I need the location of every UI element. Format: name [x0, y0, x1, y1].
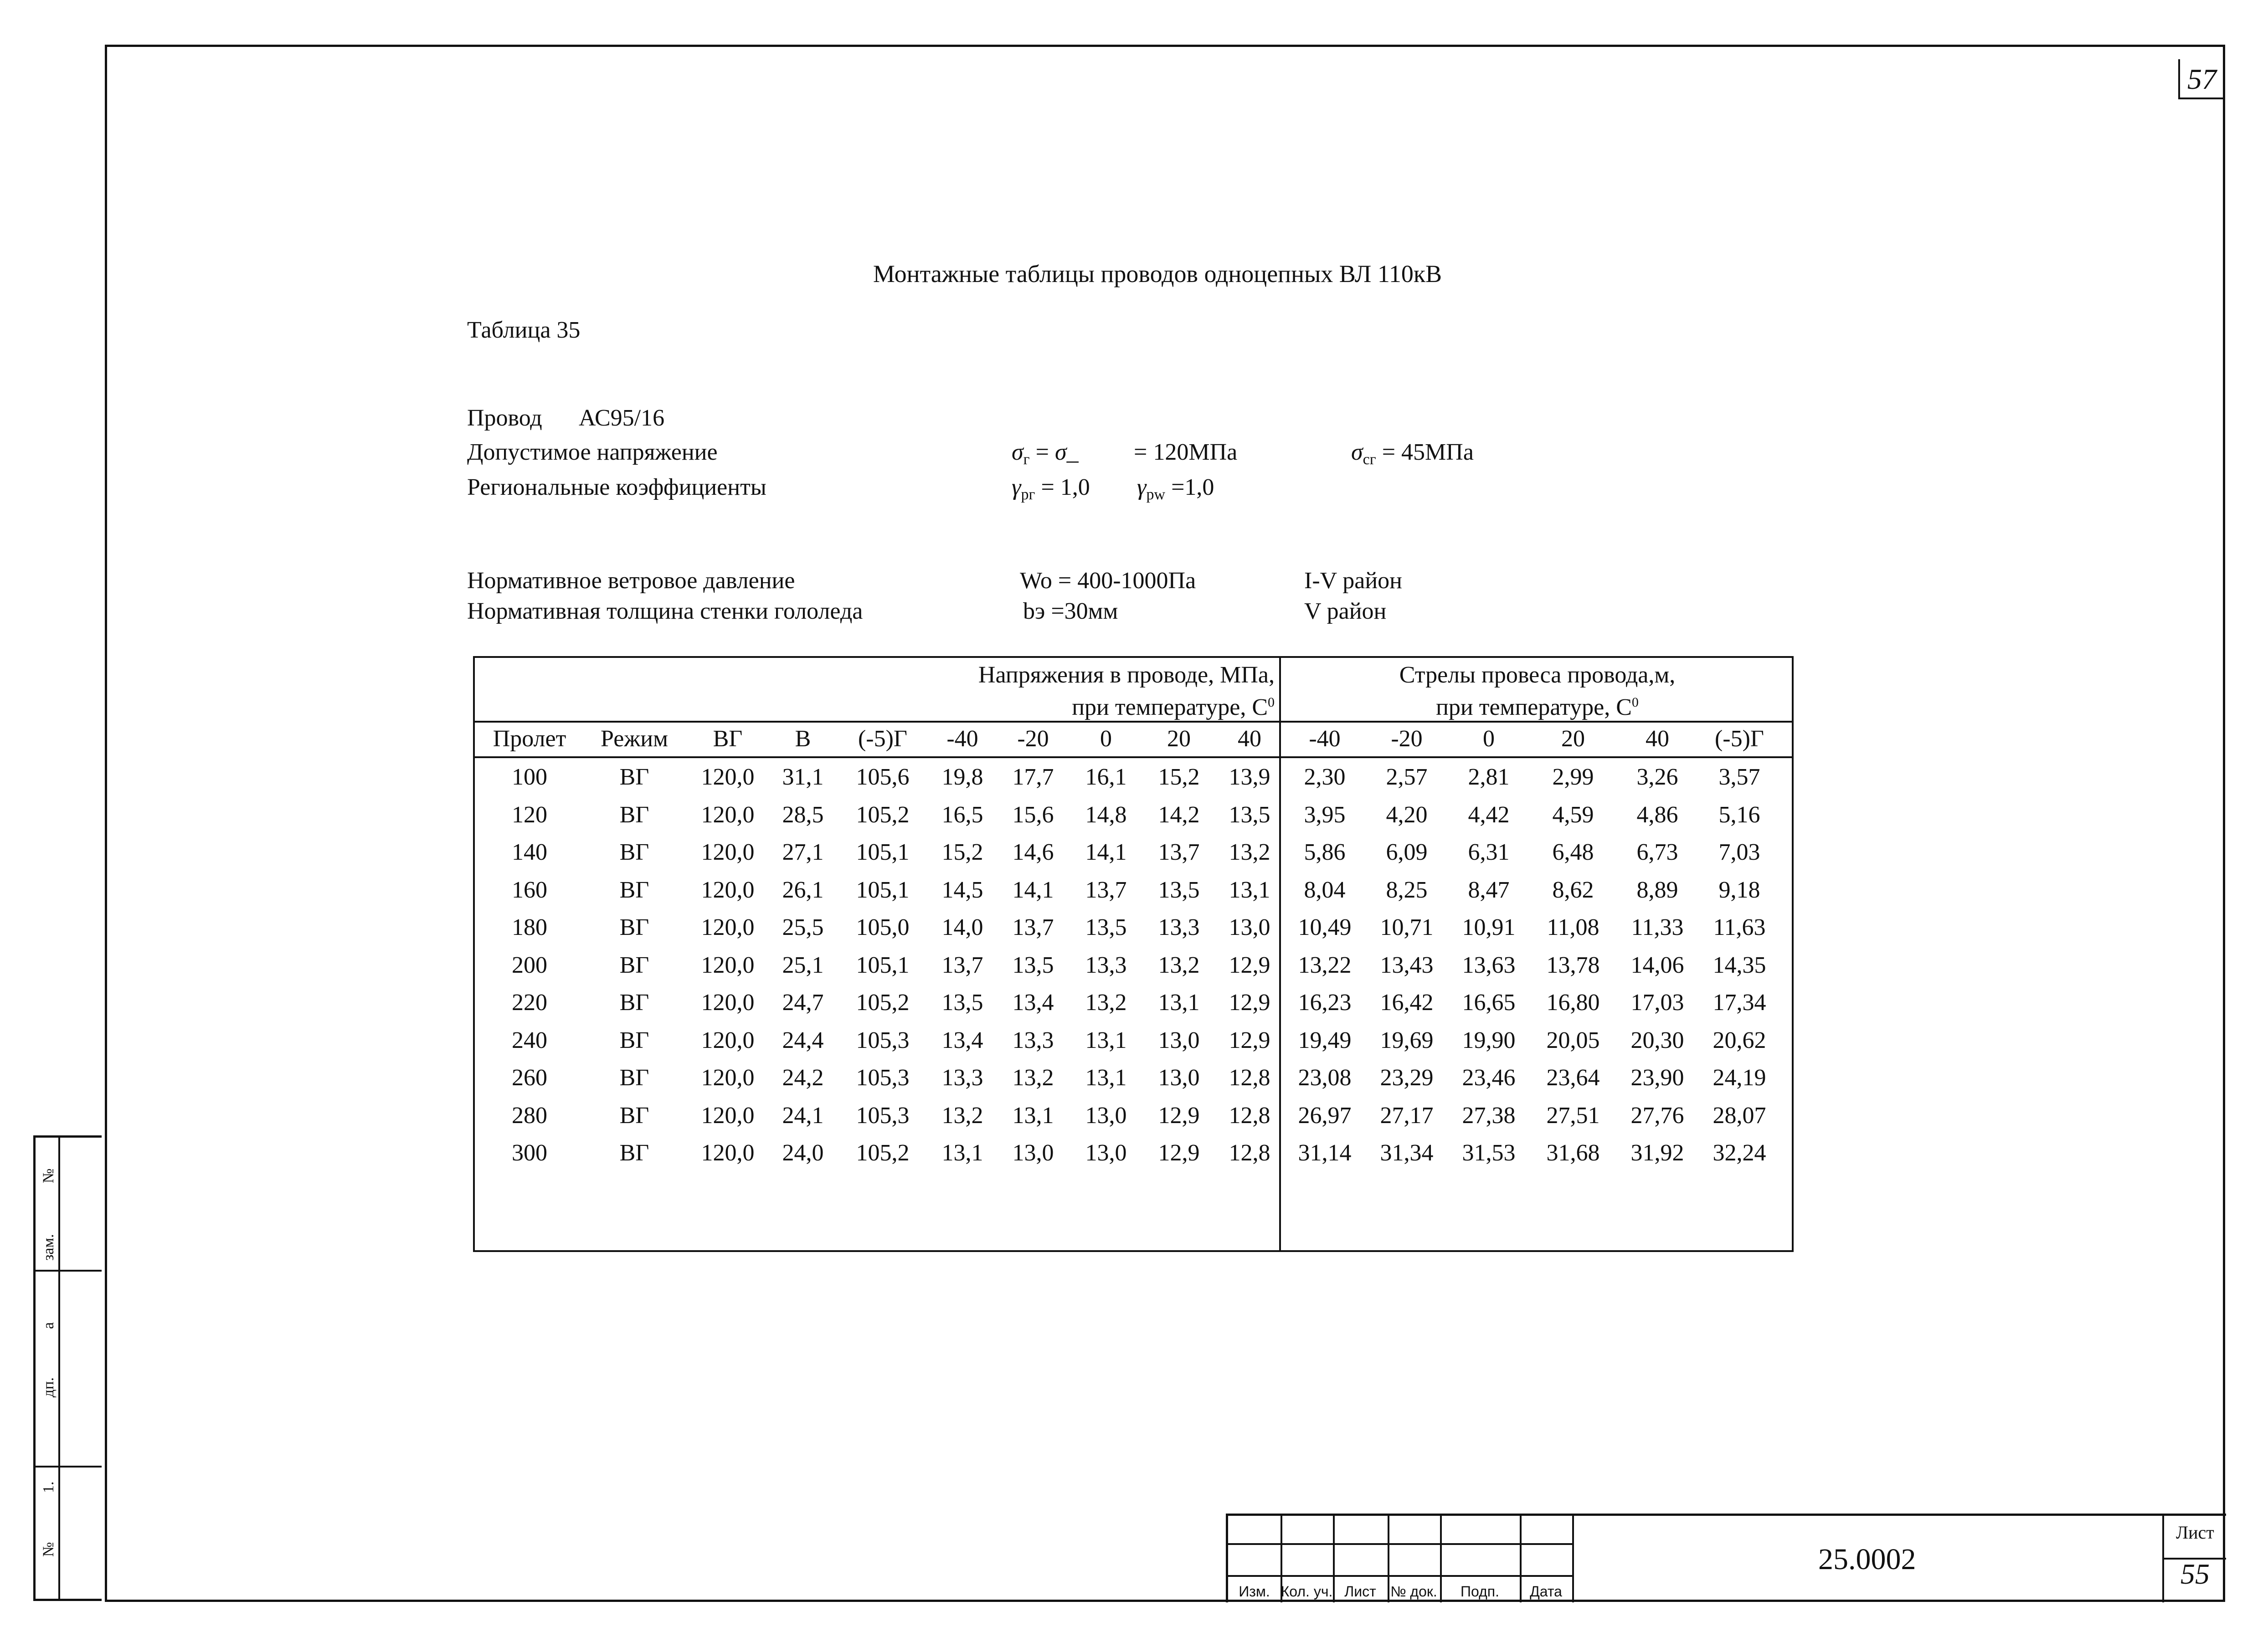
column-header: -20 [1391, 726, 1423, 752]
table-cell: 140 [512, 839, 547, 865]
table-cell: 13,5 [1229, 801, 1270, 828]
table-cell: ВГ [619, 877, 649, 903]
table-cell: 15,2 [941, 839, 983, 865]
table-cell: 31,34 [1380, 1140, 1434, 1166]
table-cell: 17,7 [1012, 764, 1054, 790]
table-cell: 10,71 [1380, 914, 1434, 940]
table-cell: 14,8 [1085, 801, 1127, 828]
table-cell: 17,03 [1630, 990, 1684, 1016]
table-cell: 220 [512, 990, 547, 1016]
table-cell: 13,1 [1229, 877, 1270, 903]
table-cell: 13,0 [1229, 914, 1270, 940]
table-cell: 8,89 [1636, 877, 1678, 903]
table-cell: 8,47 [1468, 877, 1510, 903]
table-cell: 120,0 [701, 1102, 755, 1129]
table-cell: 120,0 [701, 801, 755, 828]
table-cell: 7,03 [1718, 839, 1760, 865]
table-cell: 20,30 [1630, 1027, 1684, 1053]
stamp-line [1228, 1575, 1572, 1577]
table-cell: 13,3 [1012, 1027, 1054, 1053]
table-cell: 23,46 [1462, 1065, 1516, 1091]
table-cell: 105,3 [856, 1065, 910, 1091]
table-cell: 17,34 [1713, 990, 1766, 1016]
table-cell: 13,4 [941, 1027, 983, 1053]
table-cell: 120,0 [701, 952, 755, 978]
table-cell: 13,63 [1462, 952, 1516, 978]
table-cell: 31,1 [782, 764, 824, 790]
table-cell: 13,2 [1085, 990, 1127, 1016]
table-cell: 25,1 [782, 952, 824, 978]
table-cell: 16,42 [1380, 990, 1434, 1016]
coef-1: $\gamma_{pг} = 1,0$ [1012, 474, 1090, 503]
stress-label: Допустимое напряжение [467, 439, 718, 465]
table-cell: 13,2 [1229, 839, 1270, 865]
table-cell: 260 [512, 1065, 547, 1091]
table-cell: 13,7 [941, 952, 983, 978]
stamp-label-kol: Кол. уч. [1281, 1583, 1333, 1600]
table-cell: ВГ [619, 1065, 649, 1091]
table-cell: 5,16 [1718, 801, 1760, 828]
side-text: № [40, 1168, 57, 1183]
column-header: 0 [1100, 726, 1112, 752]
column-header: Пролет [493, 726, 566, 752]
table-cell: 26,97 [1298, 1102, 1352, 1129]
table-cell: ВГ [619, 1102, 649, 1129]
table-cell: 13,1 [1158, 990, 1200, 1016]
table-cell: 12,9 [1158, 1140, 1200, 1166]
table-cell: 4,42 [1468, 801, 1510, 828]
document-number: 25.0002 [1818, 1543, 1916, 1576]
table-cell: 13,7 [1085, 877, 1127, 903]
table-cell: 9,18 [1718, 877, 1760, 903]
table-cell: 14,0 [941, 914, 983, 940]
table-cell: 160 [512, 877, 547, 903]
table-cell: 11,63 [1713, 914, 1766, 940]
table-cell: 13,0 [1012, 1140, 1054, 1166]
table-cell: 100 [512, 764, 547, 790]
table-cell: 13,2 [1012, 1065, 1054, 1091]
column-header: -20 [1017, 726, 1049, 752]
side-block-divider [36, 1466, 102, 1468]
table-cell: 27,38 [1462, 1102, 1516, 1129]
table-cell: 24,4 [782, 1027, 824, 1053]
table-cell: 24,0 [782, 1140, 824, 1166]
table-cell: 105,1 [856, 877, 910, 903]
table-cell: 23,90 [1630, 1065, 1684, 1091]
table-cell: 240 [512, 1027, 547, 1053]
table-cell: 105,2 [856, 801, 910, 828]
table-cell: 13,22 [1298, 952, 1352, 978]
table-cell: 2,99 [1552, 764, 1594, 790]
table-cell: 13,4 [1012, 990, 1054, 1016]
table-cell: 16,5 [941, 801, 983, 828]
table-cell: ВГ [619, 914, 649, 940]
table-cell: 8,04 [1304, 877, 1346, 903]
table-cell: 105,2 [856, 1140, 910, 1166]
table-cell: 12,8 [1229, 1140, 1270, 1166]
column-header: В [795, 726, 811, 752]
side-approval-block [33, 1135, 102, 1601]
stamp-line [1228, 1543, 1572, 1545]
table-label: Таблица 35 [467, 317, 581, 343]
table-cell: 14,06 [1630, 952, 1684, 978]
ice-label: Нормативная толщина стенки гололеда [467, 598, 863, 624]
table-cell: 105,0 [856, 914, 910, 940]
table-cell: 12,8 [1229, 1102, 1270, 1129]
wind-label: Нормативное ветровое давление [467, 568, 795, 594]
table-cell: 23,64 [1546, 1065, 1600, 1091]
table-cell: 13,43 [1380, 952, 1434, 978]
table-cell: 10,49 [1298, 914, 1352, 940]
mounting-table [473, 656, 1794, 1252]
stress-value: = 120МПа [1134, 439, 1238, 465]
table-cell: 11,08 [1547, 914, 1599, 940]
side-text: дп. [40, 1377, 57, 1397]
side-text: зам. [40, 1234, 57, 1261]
table-cell: ВГ [619, 1140, 649, 1166]
table-cell: 27,51 [1546, 1102, 1600, 1129]
table-cell: 12,9 [1229, 990, 1270, 1016]
table-cell: 105,1 [856, 952, 910, 978]
table-cell: 6,31 [1468, 839, 1510, 865]
table-subheader-line [475, 756, 1792, 758]
table-cell: 16,80 [1546, 990, 1600, 1016]
column-header: ВГ [713, 726, 743, 752]
stamp-label-izm: Изм. [1239, 1583, 1270, 1600]
table-cell: 28,5 [782, 801, 824, 828]
table-cell: 120,0 [701, 1027, 755, 1053]
side-text: а [40, 1322, 57, 1329]
table-cell: 27,17 [1380, 1102, 1434, 1129]
table-cell: 6,09 [1386, 839, 1428, 865]
table-cell: 3,26 [1636, 764, 1678, 790]
table-cell: 13,78 [1546, 952, 1600, 978]
table-cell: 6,73 [1636, 839, 1678, 865]
table-cell: 31,53 [1462, 1140, 1516, 1166]
stamp-label-date: Дата [1530, 1583, 1562, 1600]
table-cell: 4,86 [1636, 801, 1678, 828]
table-cell: 280 [512, 1102, 547, 1129]
table-cell: 2,30 [1304, 764, 1346, 790]
title-block-stamp [1226, 1514, 2226, 1602]
page-number-handwritten: 57 [2178, 59, 2224, 99]
table-cell: 32,24 [1713, 1140, 1766, 1166]
wire-value: АС95/16 [579, 405, 665, 431]
table-cell: 13,0 [1158, 1027, 1200, 1053]
table-cell: 300 [512, 1140, 547, 1166]
table-cell: ВГ [619, 1027, 649, 1053]
table-cell: 13,9 [1229, 764, 1270, 790]
table-cell: 23,08 [1298, 1065, 1352, 1091]
group-header-sag: Стрелы провеса провода,м, при температуре, $С^0$ [1399, 662, 1676, 720]
stamp-label-doc: № док. [1390, 1583, 1437, 1600]
table-cell: ВГ [619, 990, 649, 1016]
table-cell: 13,3 [1085, 952, 1127, 978]
table-cell: 31,92 [1630, 1140, 1684, 1166]
table-cell: 14,35 [1713, 952, 1766, 978]
stamp-label-list: Лист [1344, 1583, 1376, 1600]
table-cell: 12,9 [1158, 1102, 1200, 1129]
table-cell: 28,07 [1713, 1102, 1766, 1129]
table-cell: 20,62 [1713, 1027, 1766, 1053]
table-cell: 4,59 [1552, 801, 1594, 828]
table-cell: 6,48 [1552, 839, 1594, 865]
table-cell: 2,81 [1468, 764, 1510, 790]
table-cell: 10,91 [1462, 914, 1516, 940]
table-cell: 14,1 [1012, 877, 1054, 903]
table-cell: ВГ [619, 952, 649, 978]
stamp-label-sign: Подп. [1461, 1583, 1499, 1600]
table-cell: 24,7 [782, 990, 824, 1016]
table-cell: 19,49 [1298, 1027, 1352, 1053]
side-text: 1. [40, 1481, 57, 1493]
coef-2: $\gamma_{pw} =1,0$ [1137, 474, 1214, 503]
table-cell: 13,5 [941, 990, 983, 1016]
table-cell: 120,0 [701, 1065, 755, 1091]
table-cell: 105,1 [856, 839, 910, 865]
table-cell: 24,2 [782, 1065, 824, 1091]
column-header: Режим [601, 726, 668, 752]
table-cell: 3,57 [1718, 764, 1760, 790]
side-block-divider [36, 1270, 102, 1272]
stress-formula: $\sigma_г$ = σ_ [1012, 439, 1079, 468]
table-cell: 13,0 [1085, 1140, 1127, 1166]
column-header: -40 [1309, 726, 1341, 752]
wind-value: Wo = 400-1000Па [1020, 568, 1196, 594]
table-cell: 8,25 [1386, 877, 1428, 903]
table-cell: 31,68 [1546, 1140, 1600, 1166]
table-cell: 12,8 [1229, 1065, 1270, 1091]
column-header: (-5)Г [858, 726, 907, 752]
table-cell: 23,29 [1380, 1065, 1434, 1091]
table-cell: 25,5 [782, 914, 824, 940]
table-cell: 19,69 [1380, 1027, 1434, 1053]
stress-sg: $\sigma_{сг} = 45МПа$ [1351, 439, 1474, 468]
table-cell: 120,0 [701, 990, 755, 1016]
table-cell: 20,05 [1546, 1027, 1600, 1053]
table-cell: 13,2 [941, 1102, 983, 1129]
table-cell: 13,1 [1085, 1065, 1127, 1091]
table-cell: 120,0 [701, 839, 755, 865]
group-header-stress: Напряжения в проводе, МПа, при температуре, $С^0$ [978, 662, 1275, 720]
table-cell: 12,9 [1229, 952, 1270, 978]
sheet-number: 55 [2181, 1558, 2210, 1590]
table-cell: 15,6 [1012, 801, 1054, 828]
table-cell: 5,86 [1304, 839, 1346, 865]
table-cell: 13,1 [941, 1140, 983, 1166]
table-cell: 19,90 [1462, 1027, 1516, 1053]
column-header: (-5)Г [1714, 726, 1764, 752]
coef-label: Региональные коэффициенты [467, 474, 766, 500]
table-cell: 120,0 [701, 1140, 755, 1166]
ice-region: V район [1304, 598, 1387, 624]
table-cell: 3,95 [1304, 801, 1346, 828]
table-cell: 13,7 [1158, 839, 1200, 865]
table-cell: 13,3 [1158, 914, 1200, 940]
table-cell: ВГ [619, 839, 649, 865]
column-header: 40 [1238, 726, 1261, 752]
table-cell: 13,0 [1085, 1102, 1127, 1129]
side-text: № [40, 1542, 57, 1557]
table-cell: 13,5 [1012, 952, 1054, 978]
table-cell: 24,1 [782, 1102, 824, 1129]
column-header: -40 [946, 726, 978, 752]
table-cell: 105,3 [856, 1102, 910, 1129]
table-cell: 180 [512, 914, 547, 940]
table-cell: 200 [512, 952, 547, 978]
table-cell: 4,20 [1386, 801, 1428, 828]
table-cell: 13,2 [1158, 952, 1200, 978]
table-cell: 13,1 [1012, 1102, 1054, 1129]
table-cell: 14,2 [1158, 801, 1200, 828]
table-cell: 13,5 [1158, 877, 1200, 903]
table-cell: 2,57 [1386, 764, 1428, 790]
table-cell: 105,2 [856, 990, 910, 1016]
table-cell: 14,5 [941, 877, 983, 903]
table-cell: ВГ [619, 764, 649, 790]
table-cell: 27,76 [1630, 1102, 1684, 1129]
table-cell: 120 [512, 801, 547, 828]
stamp-line [1572, 1516, 1574, 1602]
table-cell: 13,1 [1085, 1027, 1127, 1053]
table-cell: 14,6 [1012, 839, 1054, 865]
table-cell: 15,2 [1158, 764, 1200, 790]
table-cell: 24,19 [1713, 1065, 1766, 1091]
table-cell: 8,62 [1552, 877, 1594, 903]
side-block-column [58, 1138, 60, 1599]
table-cell: 16,65 [1462, 990, 1516, 1016]
table-cell: 13,5 [1085, 914, 1127, 940]
table-cell: 13,0 [1158, 1065, 1200, 1091]
wind-region: I-V район [1304, 568, 1402, 594]
table-cell: 13,7 [1012, 914, 1054, 940]
table-cell: 12,9 [1229, 1027, 1270, 1053]
table-cell: 120,0 [701, 877, 755, 903]
column-header: 40 [1646, 726, 1669, 752]
table-cell: 14,1 [1085, 839, 1127, 865]
column-header: 0 [1483, 726, 1495, 752]
table-cell: 27,1 [782, 839, 824, 865]
table-cell: 31,14 [1298, 1140, 1352, 1166]
table-cell: 16,1 [1085, 764, 1127, 790]
table-cell: 105,3 [856, 1027, 910, 1053]
column-header: 20 [1167, 726, 1191, 752]
table-cell: 13,3 [941, 1065, 983, 1091]
table-cell: 120,0 [701, 914, 755, 940]
table-cell: 11,33 [1631, 914, 1684, 940]
sheet-label: Лист [2176, 1522, 2214, 1543]
wire-label: Провод [467, 405, 542, 431]
table-cell: 19,8 [941, 764, 983, 790]
table-cell: 120,0 [701, 764, 755, 790]
ice-value: bэ =30мм [1023, 598, 1118, 624]
table-cell: 16,23 [1298, 990, 1352, 1016]
table-cell: 105,6 [856, 764, 910, 790]
column-header: 20 [1561, 726, 1585, 752]
table-cell: 26,1 [782, 877, 824, 903]
table-cell: ВГ [619, 801, 649, 828]
document-title: Монтажные таблицы проводов одноцепных ВЛ 110кВ [873, 260, 1442, 287]
